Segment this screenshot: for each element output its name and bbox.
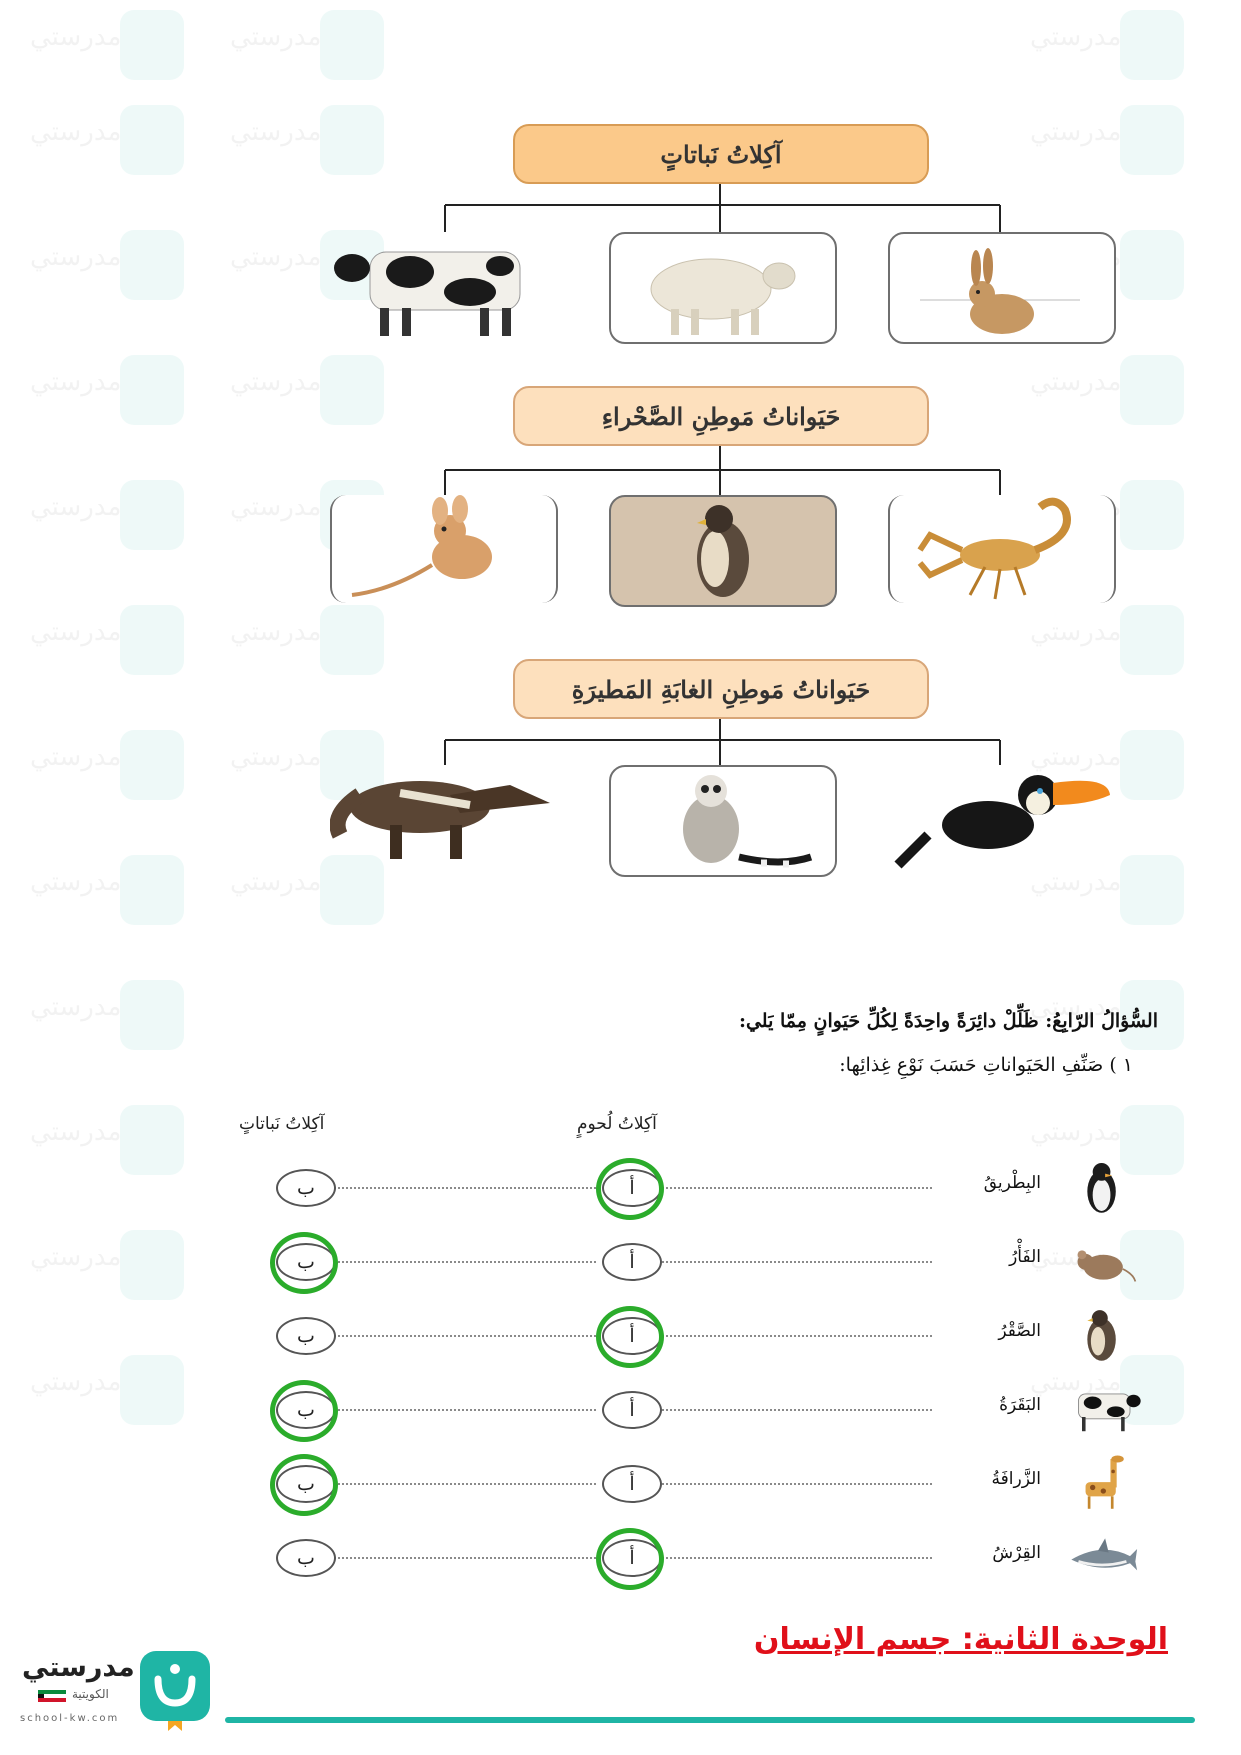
- dotted-line: [662, 1335, 932, 1337]
- question-subtitle: ١ ) صَنِّفِ الحَيَواناتِ حَسَبَ نَوْعِ غِذائِها:: [839, 1054, 1133, 1076]
- selected-answer-ring: [596, 1528, 664, 1590]
- rabbit-card: [888, 232, 1116, 344]
- sheep-card: [609, 232, 837, 344]
- group-title-herbivores: آكِلاتُ نَباتاتٍ: [513, 124, 929, 184]
- column-carnivores: آكِلاتُ لُحومٍ: [577, 1114, 657, 1134]
- watermark-pattern: مدرستي: [0, 0, 1241, 1755]
- selected-answer-ring: [596, 1306, 664, 1368]
- logo-subtitle: الكويتية: [72, 1687, 109, 1701]
- animal-name: البَقَرَةُ: [999, 1395, 1041, 1415]
- footer-divider: [225, 1717, 1195, 1723]
- question-title: السُّؤالُ الرّابِعُ: ظَلِّلْ دائِرَةً واحِدَةً لِكُلِّ حَيَوانٍ مِمّا يَلي:: [738, 1010, 1158, 1032]
- answer-row: [0, 1227, 1241, 1297]
- group-title-desert: حَيَواناتُ مَوطِنِ الصَّحْراءِ: [513, 386, 929, 446]
- toucan-card: [888, 765, 1112, 873]
- option-a-carnivore[interactable]: أ: [602, 1465, 662, 1503]
- dotted-line: [334, 1409, 596, 1411]
- shark-icon: [1066, 1527, 1146, 1587]
- option-a-carnivore[interactable]: أ: [602, 1317, 662, 1355]
- animal-name: الصَّقْرُ: [998, 1321, 1041, 1341]
- selected-answer-ring: [270, 1232, 338, 1294]
- anteater-icon: [330, 765, 554, 873]
- dotted-line: [334, 1187, 596, 1189]
- dotted-line: [662, 1483, 932, 1485]
- animal-name: الزَّرافَةُ: [991, 1469, 1041, 1489]
- selected-answer-ring: [270, 1454, 338, 1516]
- answer-row: [0, 1301, 1241, 1371]
- option-a-carnivore[interactable]: أ: [602, 1169, 662, 1207]
- madrasati-logo-icon: [138, 1649, 212, 1731]
- jerboa-card: [330, 495, 558, 603]
- unit-heading: الوحدة الثانية: جسم الإنسان: [753, 1622, 1168, 1657]
- answer-row: [0, 1153, 1241, 1223]
- anteater-card: [330, 765, 554, 873]
- logo-name: مدرستي: [22, 1652, 135, 1683]
- animal-name: البِطْريقُ: [983, 1173, 1041, 1193]
- option-b-herbivore[interactable]: ب: [276, 1169, 336, 1207]
- option-b-herbivore[interactable]: ب: [276, 1391, 336, 1429]
- dotted-line: [334, 1557, 596, 1559]
- falcon-icon: [1066, 1305, 1146, 1365]
- toucan-icon: [888, 765, 1112, 873]
- scorpion-card: [888, 495, 1116, 603]
- column-herbivores: آكِلاتُ نَباتاتٍ: [239, 1114, 325, 1134]
- option-a-carnivore[interactable]: أ: [602, 1243, 662, 1281]
- answer-row: [0, 1449, 1241, 1519]
- sheep-icon: [611, 234, 835, 342]
- selected-answer-ring: [270, 1380, 338, 1442]
- cow-icon: [1066, 1379, 1146, 1439]
- dotted-line: [334, 1483, 596, 1485]
- option-b-herbivore[interactable]: ب: [276, 1539, 336, 1577]
- lemur-icon: [611, 767, 835, 875]
- cow-card: [330, 232, 554, 340]
- option-a-carnivore[interactable]: أ: [602, 1539, 662, 1577]
- kuwait-flag-icon: [38, 1690, 66, 1702]
- scorpion-icon: [890, 495, 1114, 603]
- cow-icon: [330, 232, 554, 340]
- dotted-line: [662, 1409, 932, 1411]
- group-title-rainforest: حَيَواناتُ مَوطِنِ الغابَةِ المَطيرَةِ: [513, 659, 929, 719]
- option-b-herbivore[interactable]: ب: [276, 1317, 336, 1355]
- mouse-icon: [1066, 1231, 1146, 1291]
- dotted-line: [662, 1261, 932, 1263]
- penguin-icon: [1066, 1157, 1146, 1217]
- selected-answer-ring: [596, 1158, 664, 1220]
- answer-row: [0, 1375, 1241, 1445]
- lemur-card: [609, 765, 837, 877]
- falcon-icon: [611, 497, 835, 605]
- dotted-line: [334, 1261, 596, 1263]
- rabbit-icon: [890, 234, 1114, 342]
- jerboa-icon: [332, 495, 556, 603]
- giraffe-icon: [1066, 1453, 1146, 1513]
- dotted-line: [334, 1335, 596, 1337]
- option-a-carnivore[interactable]: أ: [602, 1391, 662, 1429]
- logo-url: school-kw.com: [20, 1713, 120, 1724]
- dotted-line: [662, 1187, 932, 1189]
- animal-name: القِرْشُ: [992, 1543, 1041, 1563]
- dotted-line: [662, 1557, 932, 1559]
- option-b-herbivore[interactable]: ب: [276, 1465, 336, 1503]
- falcon-card: [609, 495, 837, 607]
- option-b-herbivore[interactable]: ب: [276, 1243, 336, 1281]
- animal-name: الفَأْرُ: [1009, 1247, 1041, 1267]
- answer-row: [0, 1523, 1241, 1593]
